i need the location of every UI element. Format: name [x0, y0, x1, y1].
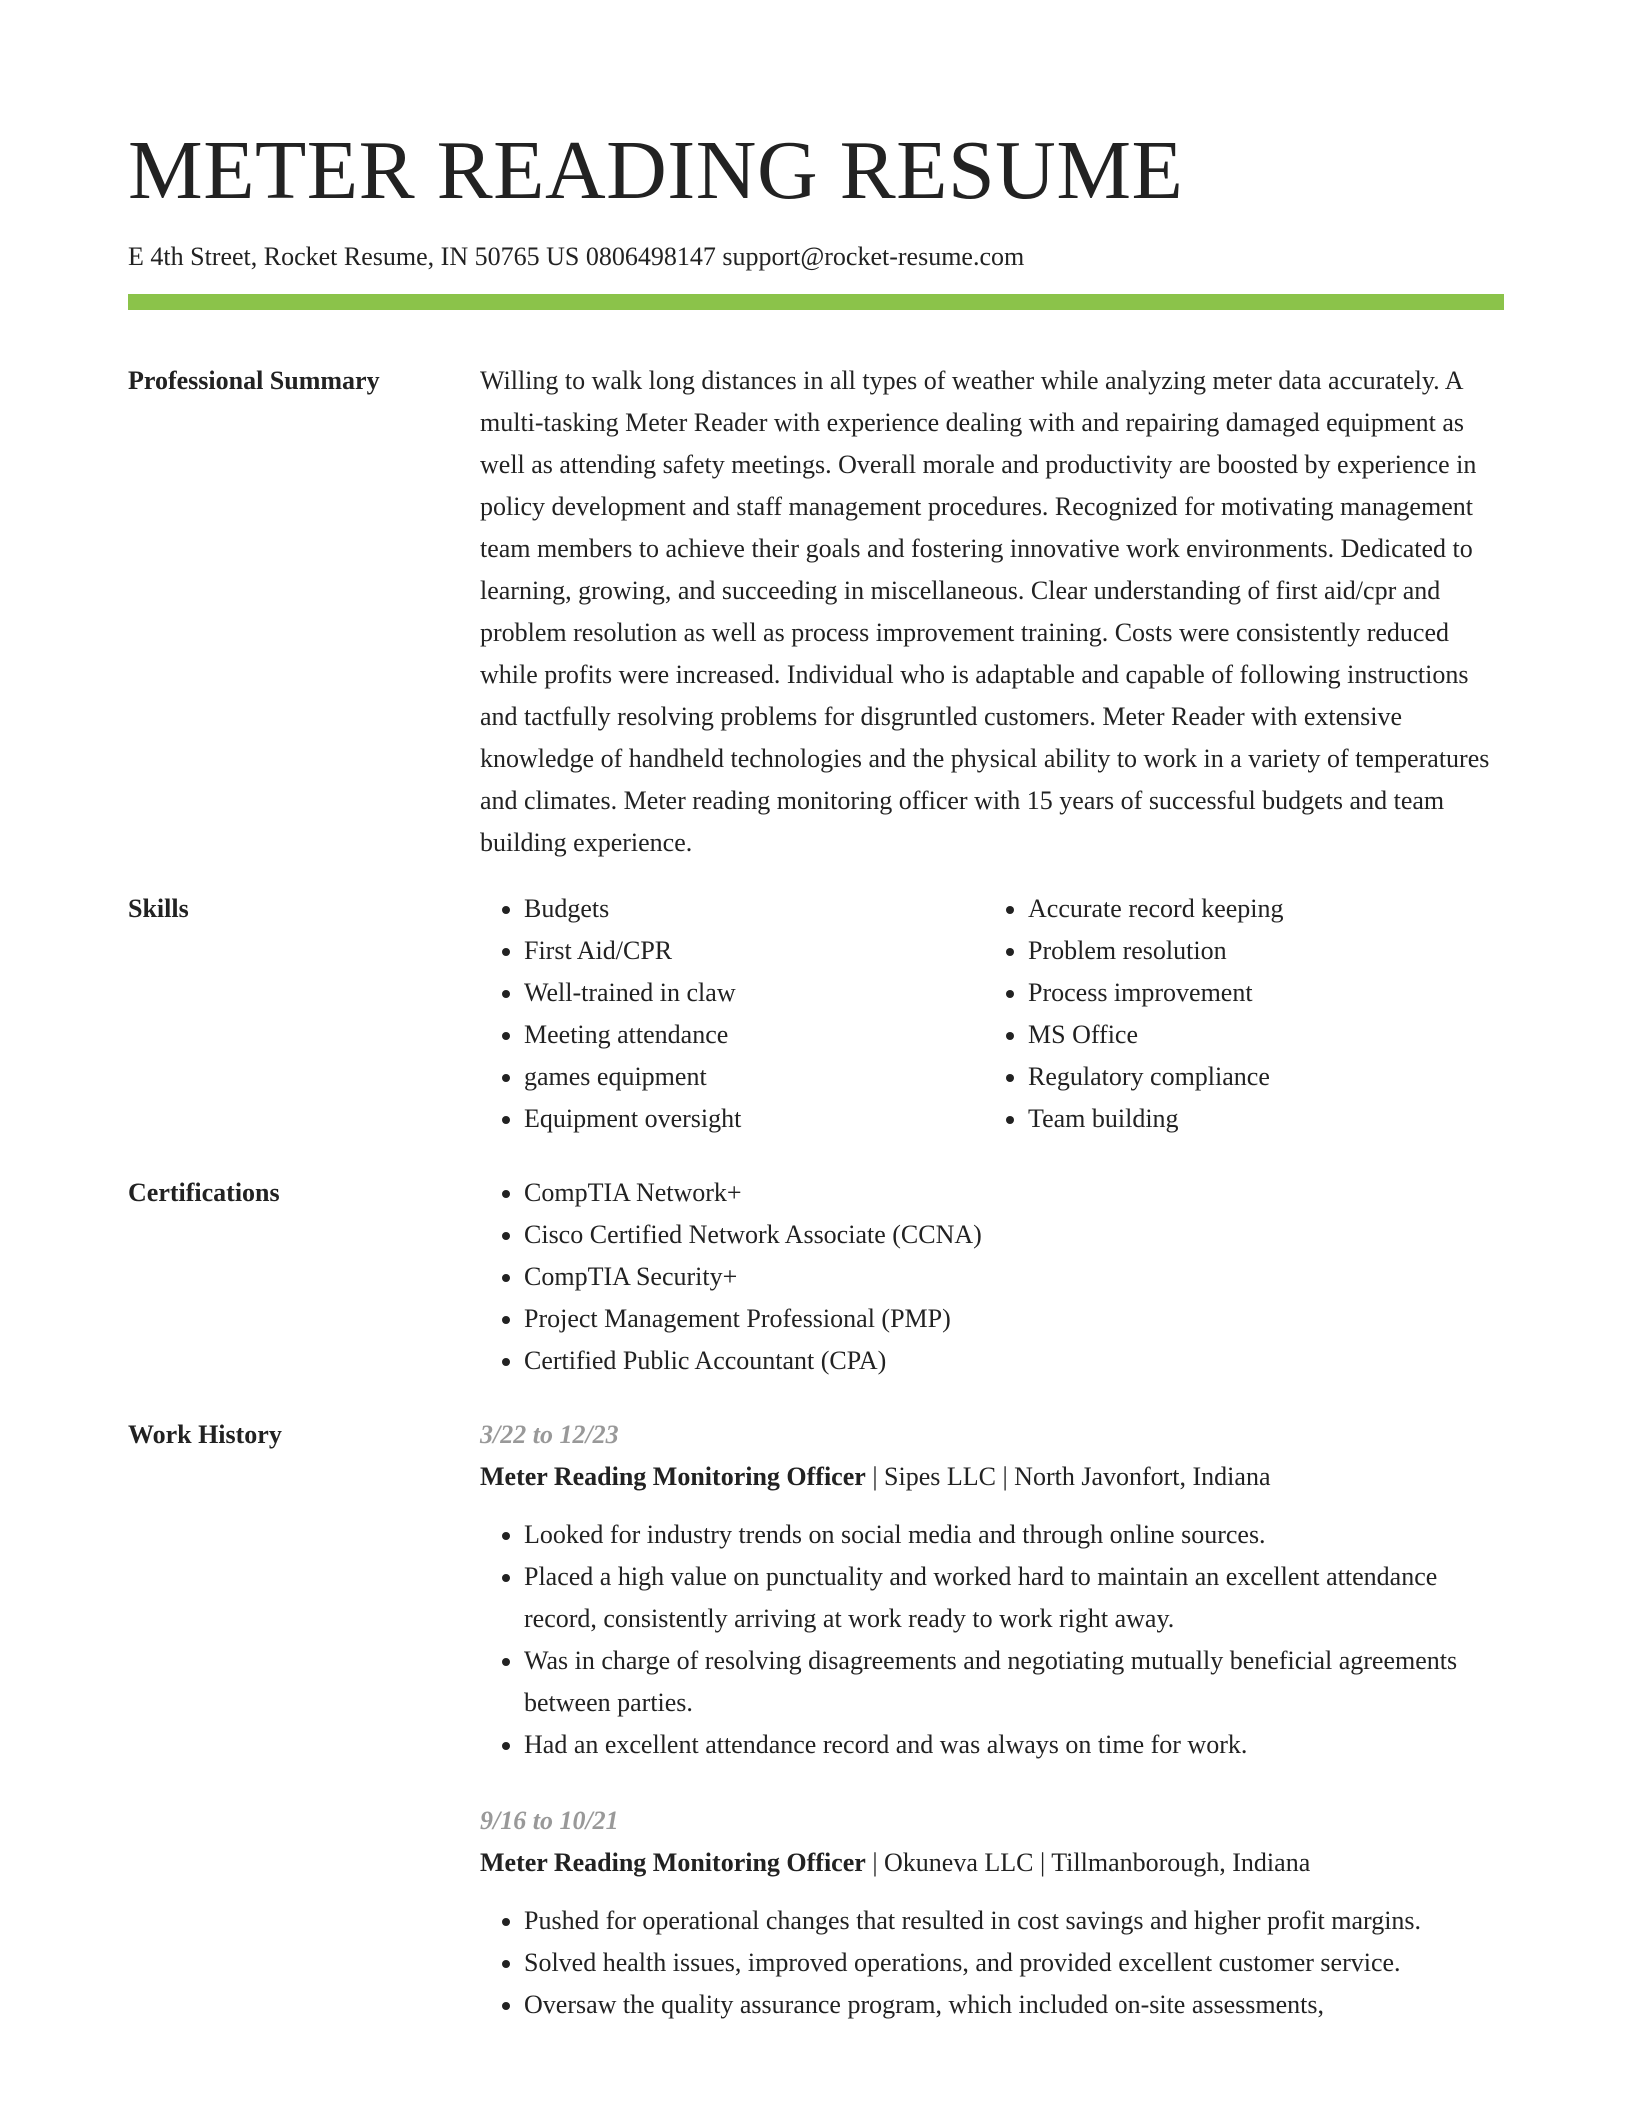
certifications-list: [480, 1172, 1504, 1382]
skill-item: • Problem resolution: [1028, 930, 1488, 972]
job-entry: [480, 1800, 1504, 2026]
job-bullet: • Was in charge of resolving disagreements and negotiating mutually beneficial agreements between parties.: [524, 1640, 1504, 1724]
job-title: Meter Reading Monitoring Officer: [480, 1848, 866, 1877]
skill-item: • Budgets: [524, 888, 984, 930]
job-bullet: • Solved health issues, improved operations, and provided excellent customer service.: [524, 1942, 1504, 1984]
skills-section: [128, 888, 1504, 1140]
skill-item: • Accurate record keeping: [1028, 888, 1488, 930]
skill-item: • Team building: [1028, 1098, 1488, 1140]
job-bullet: • Pushed for operational changes that resulted in cost savings and higher profit margins.: [524, 1900, 1504, 1942]
work-history-section: [128, 1414, 1504, 2060]
summary-text: Willing to walk long distances in all types of weather while analyzing meter data accurately. A multi-tasking Meter Reader with experience dealing with and repairing damaged equipment as well as attending safety meetings. Overall morale and productivity are boosted by experience in policy development and staff management procedures. Recognized for motivating management team members to achieve their goals and fostering innovative work environments. Dedicated to learning, growing, and succeeding in miscellaneous. Clear understanding of first aid/cpr and problem resolution as well as process improvement training. Costs were consistently reduced while profits were increased. Individual who is adaptable and capable of following instructions and tactfully resolving problems for disgruntled customers. Meter Reader with extensive knowledge of handheld technologies and the physical ability to work in a variety of temperatures and climates. Meter reading monitoring officer with 15 years of successful budgets and team building experience.: [480, 366, 1490, 857]
section-title-skills: Skills: [128, 894, 189, 923]
skill-item: • Equipment oversight: [524, 1098, 984, 1140]
skill-item: • Meeting attendance: [524, 1014, 984, 1056]
job-bullet: • Looked for industry trends on social media and through online sources.: [524, 1514, 1504, 1556]
resume-name: METER READING RESUME: [128, 124, 1184, 217]
job-bullet: • Had an excellent attendance record and was always on time for work.: [524, 1724, 1504, 1766]
section-title-summary: Professional Summary: [128, 366, 380, 395]
job-details: | Sipes LLC | North Javonfort, Indiana: [865, 1462, 1271, 1491]
job-bullets: [480, 1900, 1504, 2026]
certification-item: • Cisco Certified Network Associate (CCNA): [524, 1214, 1504, 1256]
job-bullet: • Oversaw the quality assurance program, which included on-site assessments,: [524, 1984, 1504, 2026]
job-details: | Okuneva LLC | Tillmanborough, Indiana: [865, 1848, 1311, 1877]
section-title-work-history: Work History: [128, 1420, 282, 1449]
job-heading: [480, 1456, 1504, 1498]
skills-list-right: [984, 888, 1488, 1140]
skill-item: • First Aid/CPR: [524, 930, 984, 972]
skill-item: • Regulatory compliance: [1028, 1056, 1488, 1098]
certification-item: • CompTIA Security+: [524, 1256, 1504, 1298]
job-bullets: [480, 1514, 1504, 1766]
job-dates: 9/16 to 10/21: [480, 1806, 619, 1835]
skill-item: • games equipment: [524, 1056, 984, 1098]
section-title-certifications: Certifications: [128, 1178, 280, 1207]
job-entry: [480, 1414, 1504, 1766]
job-dates: 3/22 to 12/23: [480, 1420, 619, 1449]
job-bullet: • Placed a high value on punctuality and worked hard to maintain an excellent attendance record, consistently arriving at work ready to work right away.: [524, 1556, 1504, 1640]
skill-item: • Well-trained in claw: [524, 972, 984, 1014]
job-title: Meter Reading Monitoring Officer: [480, 1462, 866, 1491]
contact-line: E 4th Street, Rocket Resume, IN 50765 US 0806498147 support@rocket-resume.com: [128, 242, 1025, 271]
skill-item: • Process improvement: [1028, 972, 1488, 1014]
certifications-section: [128, 1172, 1504, 1382]
certification-item: • CompTIA Network+: [524, 1172, 1504, 1214]
skills-list-left: [480, 888, 984, 1140]
header-divider: [128, 294, 1504, 310]
resume-page: [128, 0, 1504, 2060]
job-heading: [480, 1842, 1504, 1884]
certification-item: • Project Management Professional (PMP): [524, 1298, 1504, 1340]
certification-item: • Certified Public Accountant (CPA): [524, 1340, 1504, 1382]
summary-section: [128, 360, 1504, 864]
skill-item: • MS Office: [1028, 1014, 1488, 1056]
